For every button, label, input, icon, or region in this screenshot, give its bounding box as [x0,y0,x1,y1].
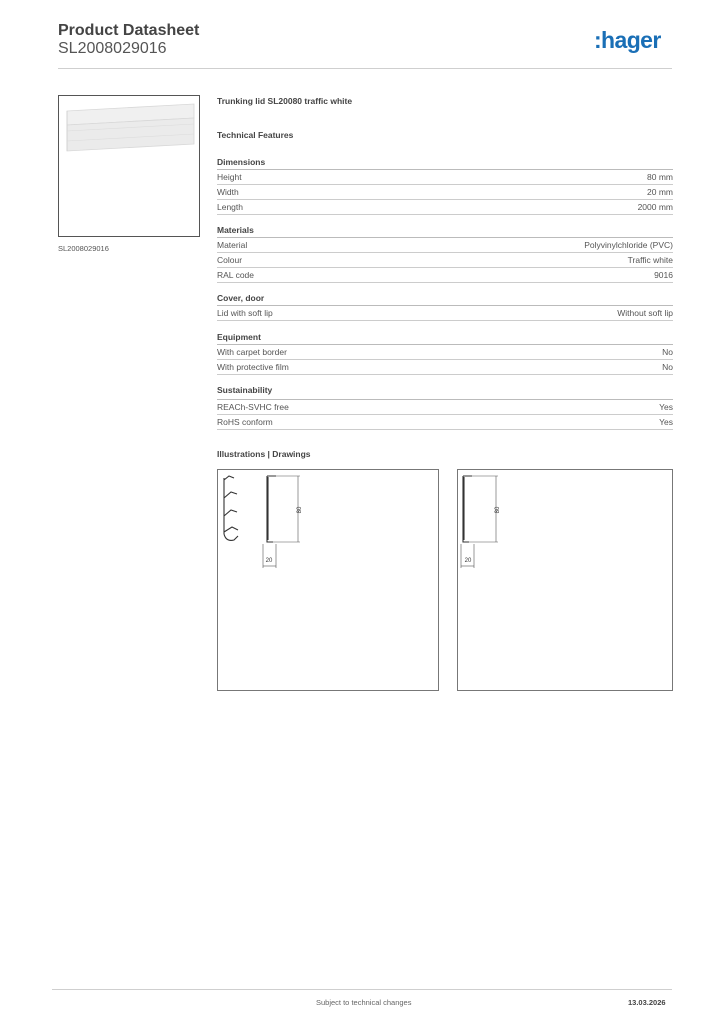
spec-value: Without soft lip [617,308,673,318]
footer-date: 13.03.2026 [628,998,666,1007]
product-image-caption: SL2008029016 [58,244,109,253]
height-dimension-label: 80 [297,506,303,514]
spec-row [217,253,673,268]
spec-row [217,400,673,415]
header-divider [58,68,672,69]
article-number: SL2008029016 [58,40,167,57]
spec-row [217,268,673,283]
spec-row [217,306,673,321]
width-dimension-label: 20 [464,558,472,564]
drawing-2 [457,469,673,691]
spec-label: Length [217,202,243,212]
drawing-1 [217,469,439,691]
cross-section-drawing-with-clip [218,470,438,690]
footer-note: Subject to technical changes [316,998,412,1007]
spec-row [217,360,673,375]
section-title: Cover, door [217,292,673,306]
section-title: Sustainability [217,384,673,400]
spec-row [217,238,673,253]
spec-value: No [662,362,673,372]
trunking-lid-picture [59,96,199,236]
hager-logo: :hager [594,27,661,53]
spec-value: Yes [659,402,673,412]
section-dimensions [217,156,673,215]
technical-features-heading: Technical Features [217,130,294,140]
spec-value: 20 mm [647,187,673,197]
spec-label: Colour [217,255,243,265]
section-materials [217,224,673,283]
spec-row [217,200,673,215]
spec-label: RAL code [217,270,255,280]
spec-value: 2000 mm [637,202,673,212]
section-title: Materials [217,224,673,238]
section-cover-door [217,292,673,321]
spec-label: REACh-SVHC free [217,402,289,412]
page-title: Product Datasheet [58,22,200,39]
spec-value: Traffic white [627,255,673,265]
width-dimension-label: 20 [265,558,273,564]
spec-value: Polyvinylchloride (PVC) [584,240,673,250]
spec-value: 80 mm [647,172,673,182]
section-sustainability [217,384,673,430]
spec-row [217,345,673,360]
cross-section-drawing-lid [458,470,672,690]
spec-value: 9016 [654,270,673,280]
spec-label: With carpet border [217,347,287,357]
product-name: Trunking lid SL20080 traffic white [217,96,353,106]
section-title: Dimensions [217,156,673,170]
illustrations-heading: Illustrations | Drawings [217,449,311,459]
spec-value: No [662,347,673,357]
spec-label: RoHS conform [217,417,273,427]
section-equipment [217,331,673,375]
section-title: Equipment [217,331,673,345]
spec-row [217,415,673,430]
spec-label: Height [217,172,242,182]
product-image [58,95,200,237]
spec-label: Material [217,240,248,250]
height-dimension-label: 80 [495,506,501,514]
spec-value: Yes [659,417,673,427]
spec-label: Width [217,187,239,197]
spec-label: Lid with soft lip [217,308,273,318]
spec-row [217,185,673,200]
spec-row [217,170,673,185]
footer-divider [52,989,672,990]
spec-label: With protective film [217,362,289,372]
